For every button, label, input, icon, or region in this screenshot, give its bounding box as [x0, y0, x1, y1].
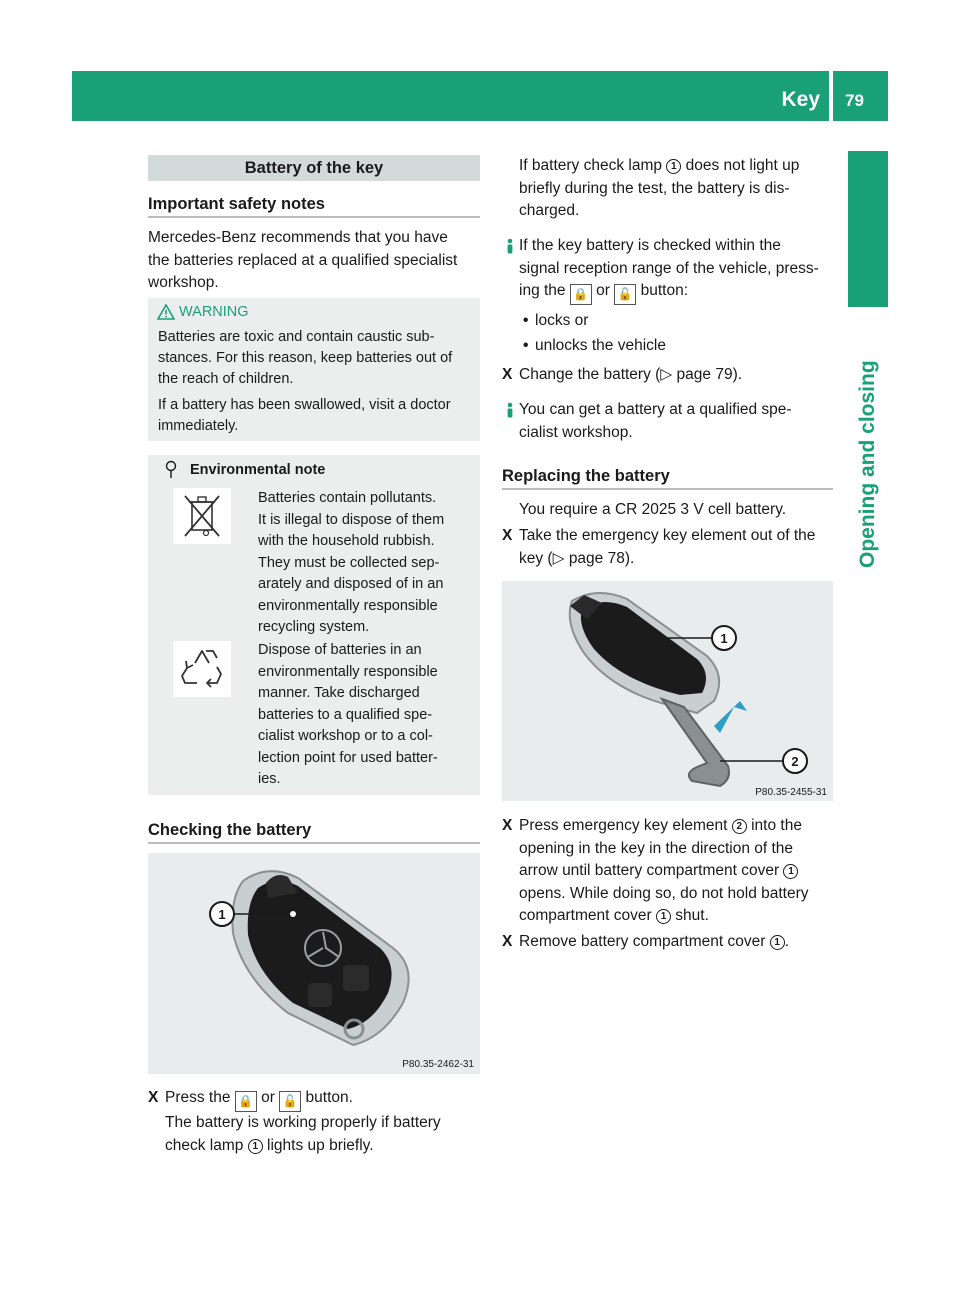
press-key-step	[502, 815, 859, 928]
require-text: You require a CR 2025 3 V cell battery.	[519, 501, 787, 518]
header-title: Key	[781, 88, 820, 111]
result-line: check lamp 1 lights up briefly.	[165, 1136, 374, 1154]
warning-line: immediately.	[158, 418, 239, 434]
step-arrow-icon: X	[148, 1089, 159, 1106]
press-line: opening in the key in the direction of the	[519, 839, 794, 857]
info-line: ing the 🔒 or 🔓 button:	[519, 280, 839, 305]
section-title: Battery of the key	[148, 155, 480, 181]
env-line: batteries to a qualified spe-	[258, 706, 433, 723]
warning-line: Batteries are toxic and contain caustic sub-	[158, 329, 435, 345]
intro-text	[148, 227, 484, 295]
intro-line: Mercedes-Benz recommends that you have	[148, 229, 448, 246]
side-tab	[853, 318, 883, 568]
heading-rule	[148, 842, 480, 844]
take-step	[502, 525, 854, 570]
side-tab-marker	[848, 151, 888, 307]
header-separator	[829, 71, 833, 121]
heading-rule	[502, 488, 833, 490]
bullet-list	[523, 310, 833, 357]
env-line: arately and disposed of in an	[258, 576, 444, 592]
warning-line: the reach of children.	[158, 371, 294, 387]
env-line: lection point for used batter-	[258, 749, 438, 766]
press-line: compartment cover 1 shut.	[519, 907, 709, 924]
lamp-line: charged.	[519, 202, 580, 219]
info-icon	[503, 402, 517, 423]
info-paragraph-2	[519, 399, 839, 444]
bulb-icon	[164, 460, 178, 485]
change-step-link[interactable]: Change the battery (▷ page 79).	[519, 366, 743, 383]
page-number: 79	[845, 91, 864, 110]
environmental-note-label: Environmental note	[190, 462, 326, 478]
unlock-icon: 🔓	[614, 284, 636, 305]
recycling-icon	[173, 641, 231, 697]
step-arrow-icon: X	[502, 527, 513, 544]
intro-line: the batteries replaced at a qualified specialist	[148, 251, 458, 269]
take-line: Take the emergency key element out of the	[519, 527, 816, 544]
side-tab-label: Opening and closing	[856, 360, 879, 568]
env-line: Batteries contain pollutants.	[258, 490, 437, 506]
unlock-icon: 🔓	[279, 1091, 301, 1112]
press-step: X Press the 🔒 or 🔓 button. The battery is working properly if battery check lamp 1 lights up briefly.	[148, 1087, 488, 1157]
image-code: P80.35-2455-31	[755, 787, 827, 798]
lamp-line: briefly during the test, the battery is dis-	[519, 179, 790, 197]
checking-heading: Checking the battery	[148, 821, 312, 839]
list-item: • unlocks the vehicle	[523, 335, 833, 358]
callout-1: 1	[656, 909, 671, 924]
result-line: The battery is working properly if battery	[165, 1114, 441, 1131]
list-item: • locks or	[523, 310, 833, 333]
press-line: opens. While doing so, do not hold battery	[519, 884, 809, 902]
callout-1: 1	[248, 1139, 263, 1154]
env-line: manner. Take discharged	[258, 685, 420, 701]
intro-line: workshop.	[148, 274, 219, 291]
callout-1: 1	[770, 935, 785, 950]
info-line: You can get a battery at a qualified spe-	[519, 401, 792, 418]
photo-callout-2: 2	[791, 754, 799, 769]
warning-text	[158, 327, 480, 437]
warning-line: stances. For this reason, keep batteries out of	[158, 350, 453, 366]
info-line: If the key battery is checked within the	[519, 237, 781, 254]
warning-triangle-icon	[157, 304, 175, 325]
replacing-heading: Replacing the battery	[502, 467, 670, 485]
safety-heading: Important safety notes	[148, 195, 325, 213]
change-step	[502, 364, 849, 387]
step-arrow-icon: X	[502, 817, 513, 834]
env-line: environmentally responsible	[258, 597, 438, 614]
info-paragraph-1	[519, 235, 839, 305]
environmental-text-2	[258, 640, 480, 791]
callout-2: 2	[732, 819, 747, 834]
bullet-dot: •	[523, 336, 529, 354]
env-line: environmentally responsible	[258, 663, 438, 680]
battery-replacement-photo	[502, 581, 833, 801]
environmental-text-1	[258, 488, 480, 639]
lock-icon: 🔒	[570, 284, 592, 305]
lock-icon: 🔒	[235, 1091, 257, 1112]
info-line: signal reception range of the vehicle, press-	[519, 259, 819, 277]
env-line: recycling system.	[258, 619, 370, 635]
env-line: ies.	[258, 771, 281, 787]
warning-line: If a battery has been swallowed, visit a doctor	[158, 397, 451, 413]
info-icon	[503, 238, 517, 259]
step-arrow-icon: X	[502, 366, 513, 383]
lamp-paragraph	[519, 155, 839, 223]
env-line: They must be collected sep-	[258, 554, 440, 571]
key-photo	[148, 853, 480, 1074]
press-line: arrow until battery compartment cover 1	[519, 860, 859, 883]
warning-label: WARNING	[179, 304, 249, 320]
photo-callout-1: 1	[720, 631, 728, 646]
photo-callout-1: 1	[218, 907, 226, 922]
press-line: Press emergency key element 2 into the	[519, 817, 802, 834]
env-line: with the household rubbish.	[258, 533, 435, 549]
heading-rule	[148, 216, 480, 218]
env-line: cialist workshop or to a col-	[258, 728, 433, 744]
info-line: cialist workshop.	[519, 423, 633, 441]
bullet-dot: •	[523, 312, 529, 329]
crossed-bin-icon	[173, 488, 231, 544]
remove-step: X Remove battery compartment cover 1 .	[502, 931, 859, 954]
step-arrow-icon: X	[502, 933, 513, 950]
callout-1: 1	[666, 159, 681, 174]
env-line: It is illegal to dispose of them	[258, 511, 445, 528]
take-line[interactable]: key (▷ page 78).	[519, 549, 635, 567]
image-code: P80.35-2462-31	[402, 1059, 474, 1070]
callout-1: 1	[783, 864, 798, 879]
lamp-line: If battery check lamp 1 does not light up	[519, 157, 800, 174]
header-bar	[72, 71, 888, 121]
env-line: Dispose of batteries in an	[258, 642, 422, 658]
